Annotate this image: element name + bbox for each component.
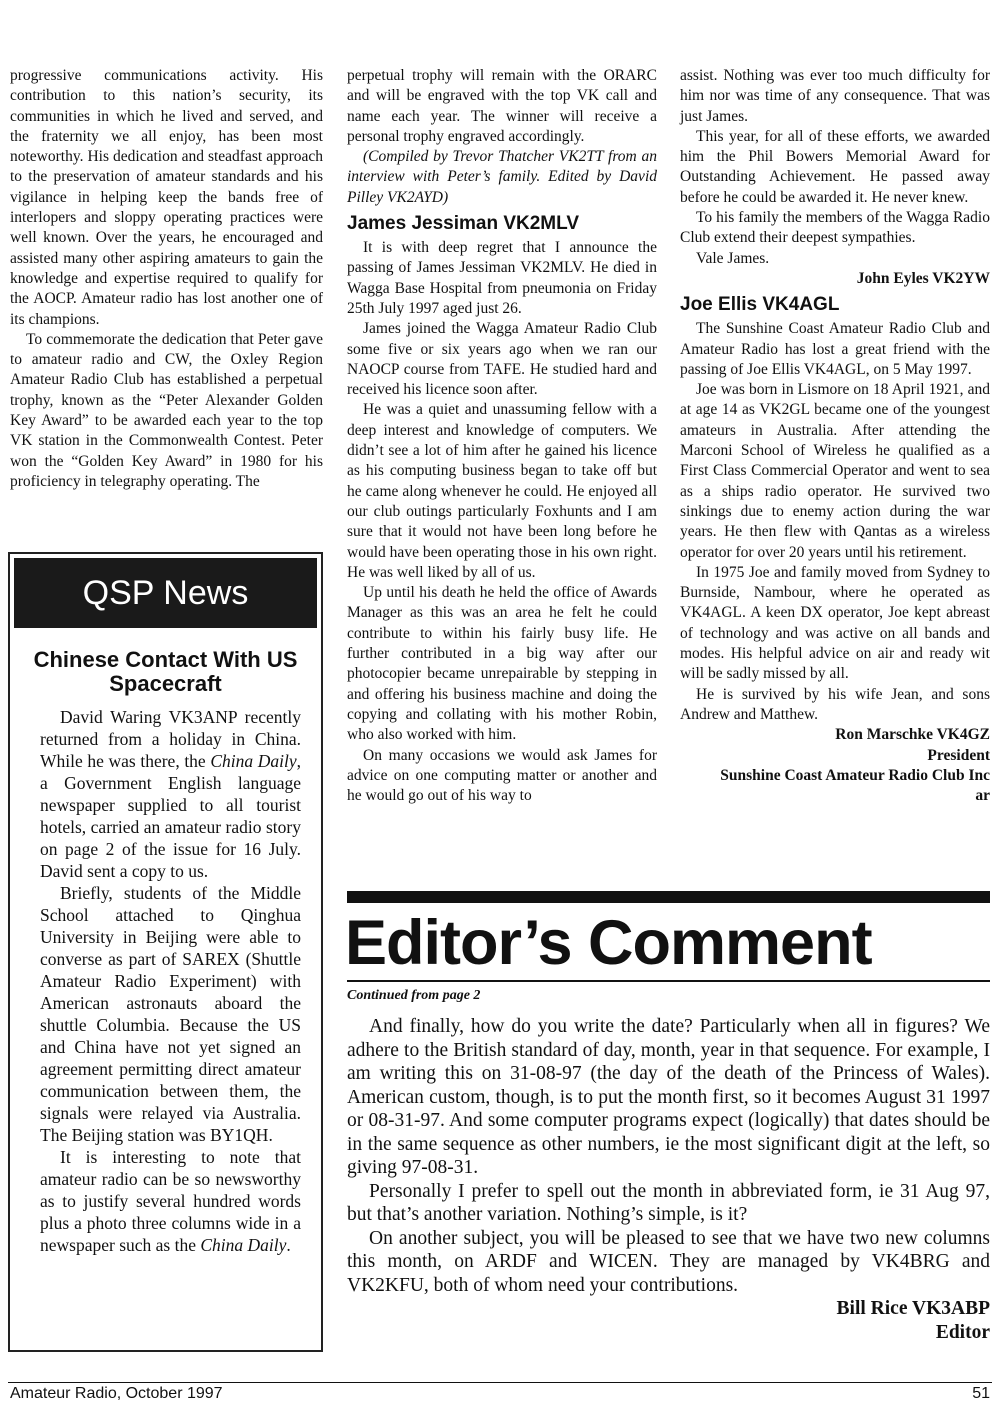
column-2 (347, 66, 657, 806)
paragraph: David Waring VK3ANP recently returned from a holiday in China. While he was there, the China Daily, a Government English language newspaper supplied to all tourist hotels, carried an amateur radio story on page 2 of the issue for 16 July. David sent a copy to us. (40, 707, 301, 881)
section-heading: James Jessiman VK2MLV (347, 213, 579, 235)
continued-note: Continued from page 2 (347, 988, 481, 1003)
paragraph: The Sunshine Coast Amateur Radio Club and Amateur Radio has lost a great friend with the passing of Joe Ellis VK4AGL, on 5 May 1997. (680, 320, 990, 378)
qsp-body (10, 706, 321, 1256)
column-3 (680, 66, 990, 806)
paragraph: It is interesting to note that amateur radio can be so newsworthy as to justify several hundred words plus a photo three columns wide in a newspaper such as the China Daily. (40, 1147, 301, 1255)
signature-title: Editor (935, 1321, 990, 1343)
paragraph: Briefly, students of the Middle School attached to Qinghua University in Beijing were able to converse as part of SAREX (Shuttle Amateur Radio Experiment) with American astronauts aboard the shuttle Columbia. Because the US and China have not yet signed an agreement permitting direct amateur communication between them, the signals were relayed via Australia. The Beijing station was BY1QH. (40, 883, 301, 1145)
footer-publication: Amateur Radio, October 1997 (10, 1385, 223, 1402)
signature: Ron Marschke VK4GZ (835, 726, 990, 744)
paragraph: perpetual trophy will remain with the ORARC and will be engraved with the top VK call and name each year. The winner will receive a personal trophy engraved accordingly. (347, 67, 657, 145)
paragraph: He was a quiet and unassuming fellow with a deep interest and knowledge of computers. We didn’t see a lot of him after he gained his licence as his computing business began to take off but he came along whenever he could. He enjoyed all our club outings particularly Foxhunts and I am sure that it would not have been long before he would have been operating those in his own right. He was well liked by all of us. (347, 401, 657, 581)
paragraph: To commemorate the dedication that Peter gave to amateur radio and CW, the Oxley Region Amateur Radio Club has established a perpetual trophy, known as the “Peter Alexander Golden Key Award” to be awarded each year to the top VK station in the Commonwealth Contest. Peter won the “Golden Key Award” in 1980 for his proficiency in telegraphy operating. The (10, 330, 323, 490)
paragraph: To his family the members of the Wagga Radio Club extend their deepest sympathies. (680, 209, 990, 247)
paragraph: On another subject, you will be pleased to see that we have two new columns this month, on ARDF and WICEN. They are managed by VK4BRG and VK2KFU, both of whom need your contributions. (347, 1227, 990, 1296)
signature: John Eyles VK2YW (856, 269, 990, 287)
editors-comment-title: Editor’s Comment (345, 908, 872, 978)
page-number: 51 (972, 1385, 990, 1402)
paragraph: It is with deep regret that I announce the passing of James Jessiman VK2MLV. He died in Wagga Base Hospital from pneumonia on Friday 25th July 1997 aged just 26. (347, 239, 657, 317)
paragraph: James joined the Wagga Amateur Radio Club some five or six years ago when we ran our NAOCP course from TAFE. He studied hard and received his licence soon after. (347, 320, 657, 399)
column-1 (10, 66, 323, 492)
section-heading: Joe Ellis VK4AGL (680, 294, 840, 316)
editors-comment-body (347, 1015, 990, 1344)
signature-title: President (927, 746, 990, 764)
paragraph: Personally I prefer to spell out the month in abbreviated form, ie 31 Aug 97, but that’s another variation. Nothing’s simple, is it? (347, 1180, 990, 1225)
footer-rule (8, 1382, 992, 1383)
end-mark: ar (975, 787, 990, 805)
divider-thin (347, 980, 990, 982)
paragraph: This year, for all of these efforts, we awarded him the Phil Bowers Memorial Award for Outstanding Achievement. He passed away before he could be awarded it. He never knew. (680, 127, 990, 206)
paragraph: And finally, how do you write the date? Particularly when all in figures? We adhere to the British standard of day, month, year in that sequence. For example, I am writing this on 31-08-97 (the day of the death of the Princess of Wales). American custom, though, is to put the month first, so it becomes August 31 1997 or 08-31-97. And some computer programs expect (logically) that dates should be in the same sequence as other numbers, ie the most significant digit at the left, so giving 97-08-31. (347, 1016, 990, 1178)
paragraph: progressive communications activity. His contribution to this nation’s security, its communities in which he lived and served, and the fraternity we all enjoy, has been most noteworthy. His dedication and steadfast approach to the preservation of amateur standards and his vigilance in helping keep the bands free of interlopers and sloppy operating practices were well known. Over the years, he encouraged and assisted many other aspiring amateurs to gain the knowledge and expertise required to qualify for the AOCP. Amateur radio has lost another one of its champions. (10, 67, 323, 328)
paragraph: Up until his death he held the office of Awards Manager as this was an area he felt he could contribute to within his fairly busy life. He further contributed in a big way after our photocopier became unrepairable by stepping in and offering his business machine and doing the copying and collating with his mother Robin, who also worked with him. (347, 584, 657, 744)
paragraph: In 1975 Joe and family moved from Sydney to Burnside, Nambour, where he operated as VK4AGL. A keen DX operator, Joe kept abreast of technology and was active on all bands and modes. His helpful advice on air and ready wit will be sadly missed by all. (680, 563, 990, 683)
divider-thick (347, 891, 990, 903)
qsp-news-box (8, 552, 323, 1352)
paragraph: Joe was born in Lismore on 18 April 1921, and at age 14 as VK2GL became one of the youngest amateurs in Australia. After attending the Marconi School of Wireless he qualified as a First Class Commercial Operator and went to sea as a ships radio operator. He survived two sinkings due to enemy action during the war years. He then flew with Qantas as a wireless operator for over 20 years until his retirement. (680, 381, 990, 561)
signature-organization: Sunshine Coast Amateur Radio Club Inc (720, 766, 990, 784)
signature: Bill Rice VK3ABP (836, 1298, 990, 1319)
paragraph: On many occasions we would ask James for advice on one computing matter or another and he would go out of his way to (347, 746, 657, 805)
qsp-news-banner: QSP News (14, 558, 317, 628)
paragraph: He is survived by his wife Jean, and sons Andrew and Matthew. (680, 685, 990, 723)
qsp-subheading: Chinese Contact With US Spacecraft (33, 647, 298, 696)
credit-line: (Compiled by Trevor Thatcher VK2TT from an interview with Peter’s family. Edited by David Pilley VK2AYD) (347, 148, 657, 206)
paragraph: Vale James. (696, 249, 770, 267)
paragraph: assist. Nothing was ever too much difficulty for him nor was time of any consequence. That was just James. (680, 67, 990, 125)
